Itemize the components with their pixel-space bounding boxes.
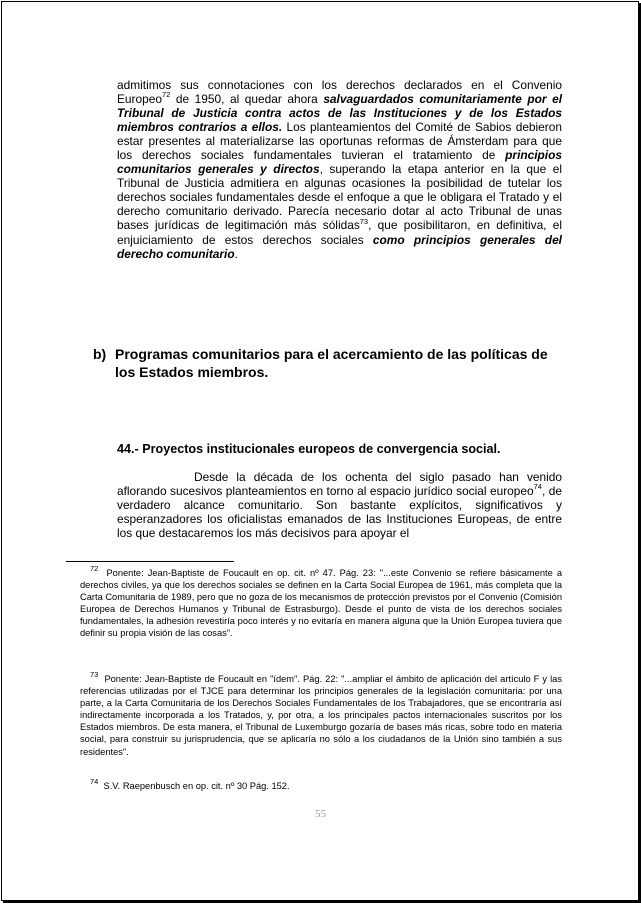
footnote-74 — [80, 776, 562, 792]
footnote-72 — [80, 563, 562, 640]
paragraph-text: , superando la etapa anterior en la que el Tribunal de Justicia admitiera en algunas ocasiones la posibilidad de tutelar los derechos sociales fundamentales desde el enfoque a que le obligara el Tratado y el derecho comunitario derivado. Parecía necesario dotar al acto Tribunal de unas bases jurídicas de legitimación más sólidas — [117, 162, 562, 233]
footnote-reference: 72 — [161, 90, 171, 100]
body-paragraph-2 — [117, 470, 562, 540]
paragraph-text: admitimos sus connotaciones con los derechos declarados en el Convenio Europeo — [117, 78, 562, 107]
paragraph-text: , que posibilitaron, en definitiva, el enjuiciamiento de estos derechos sociales — [117, 218, 562, 247]
paragraph-text: , de verdadero alcance comunitario. Son bastante explícitos, significativos y esperanzadores los oficialistas emanados de las Instituciones Europeas, de entre los que destacaremos los más decisivos para apoyar el — [117, 484, 562, 541]
section-title: Programas comunitarios para el acercamiento de las políticas de los Estados miembros. — [115, 346, 548, 380]
footnote-text: S.V. Raepenbusch en op. cit. nº 30 Pág. 152. — [103, 781, 290, 791]
footnote-reference: 73 — [359, 216, 369, 226]
paragraph-text: Los planteamientos del Comité de Sabios debieron estar presentes al materializarse las oportunas reformas de Ámsterdam para que los derechos sociales fundamentales tuvieran el tratamiento de — [117, 120, 562, 163]
footnote-text: Ponente: Jean-Baptiste de Foucault en "ídem". Pág. 22: "...ampliar el ámbito de aplicación del artículo F y las referencias utilizadas por el TJCE para determinar los principios generales de la legislación comunitaria: por una parte, a la Carta Comunitaria de los Derechos Sociales Fundamentales de los Trabajadores, que se encontraría así indirectamente incorporada a los Tratados, y, por otra, a los principales pactos internacionales suscritos por los Estados miembros. De esta manera, el Tribunal de Luxemburgo gozaría de bases más ricas, sobre todo en materia social, para construir su jurisprudencia, que se aplicaría no sólo a los ciudadanos de la Unión sino también a sus residentes". — [80, 674, 562, 757]
body-paragraph-1 — [117, 78, 562, 261]
section-heading-b — [93, 346, 563, 381]
footnote-number: 72 — [90, 563, 99, 573]
footnote-number: 73 — [90, 669, 99, 679]
emphasis-text: salvaguardados comunitariamente por el Tribunal de Justicia contra actos de las Instituciones y de los Estados miembros contrarios a ellos. — [117, 92, 562, 135]
emphasis-text: principios comunitarios generales y directos — [117, 148, 562, 177]
footnote-reference: 74 — [533, 482, 542, 492]
paragraph-text: . — [234, 246, 238, 261]
footnote-separator — [66, 561, 234, 562]
footnote-number: 74 — [90, 776, 99, 786]
subsection-heading-44: 44.- Proyectos institucionales europeos de convergencia social. — [117, 442, 501, 456]
page-number: 55 — [315, 808, 326, 820]
emphasis-text: como principios generales del derecho comunitario — [117, 232, 562, 261]
paragraph-text: de 1950, al quedar ahora — [170, 92, 324, 107]
footnote-text: Ponente: Jean-Baptiste de Foucault en op. cit. nº 47. Pág. 23: "...este Convenio se refiere básicamente a derechos civiles, ya que los derechos sociales se definen en la Carta Social Europea de 1961, más completa que la Carta Comunitaria de 1989, pero que no goza de los mecanismos de protección previstos por el Convenio (Comisión Europea de Derechos Humanos y Tribunal de Estrasburgo). Desde el punto de vista de los derechos sociales fundamentales, la adhesión revestiría poco interés y no evitaría en manera alguna que la Unión Europea tuviera que definir su propia visión de las cosas". — [80, 568, 562, 639]
section-label: b) — [93, 346, 107, 362]
paragraph-text: Desde la década de los ochenta del siglo pasado han venido aflorando sucesivos planteamientos en torno al espacio jurídico social europeo — [117, 470, 562, 499]
footnote-73 — [80, 669, 562, 758]
